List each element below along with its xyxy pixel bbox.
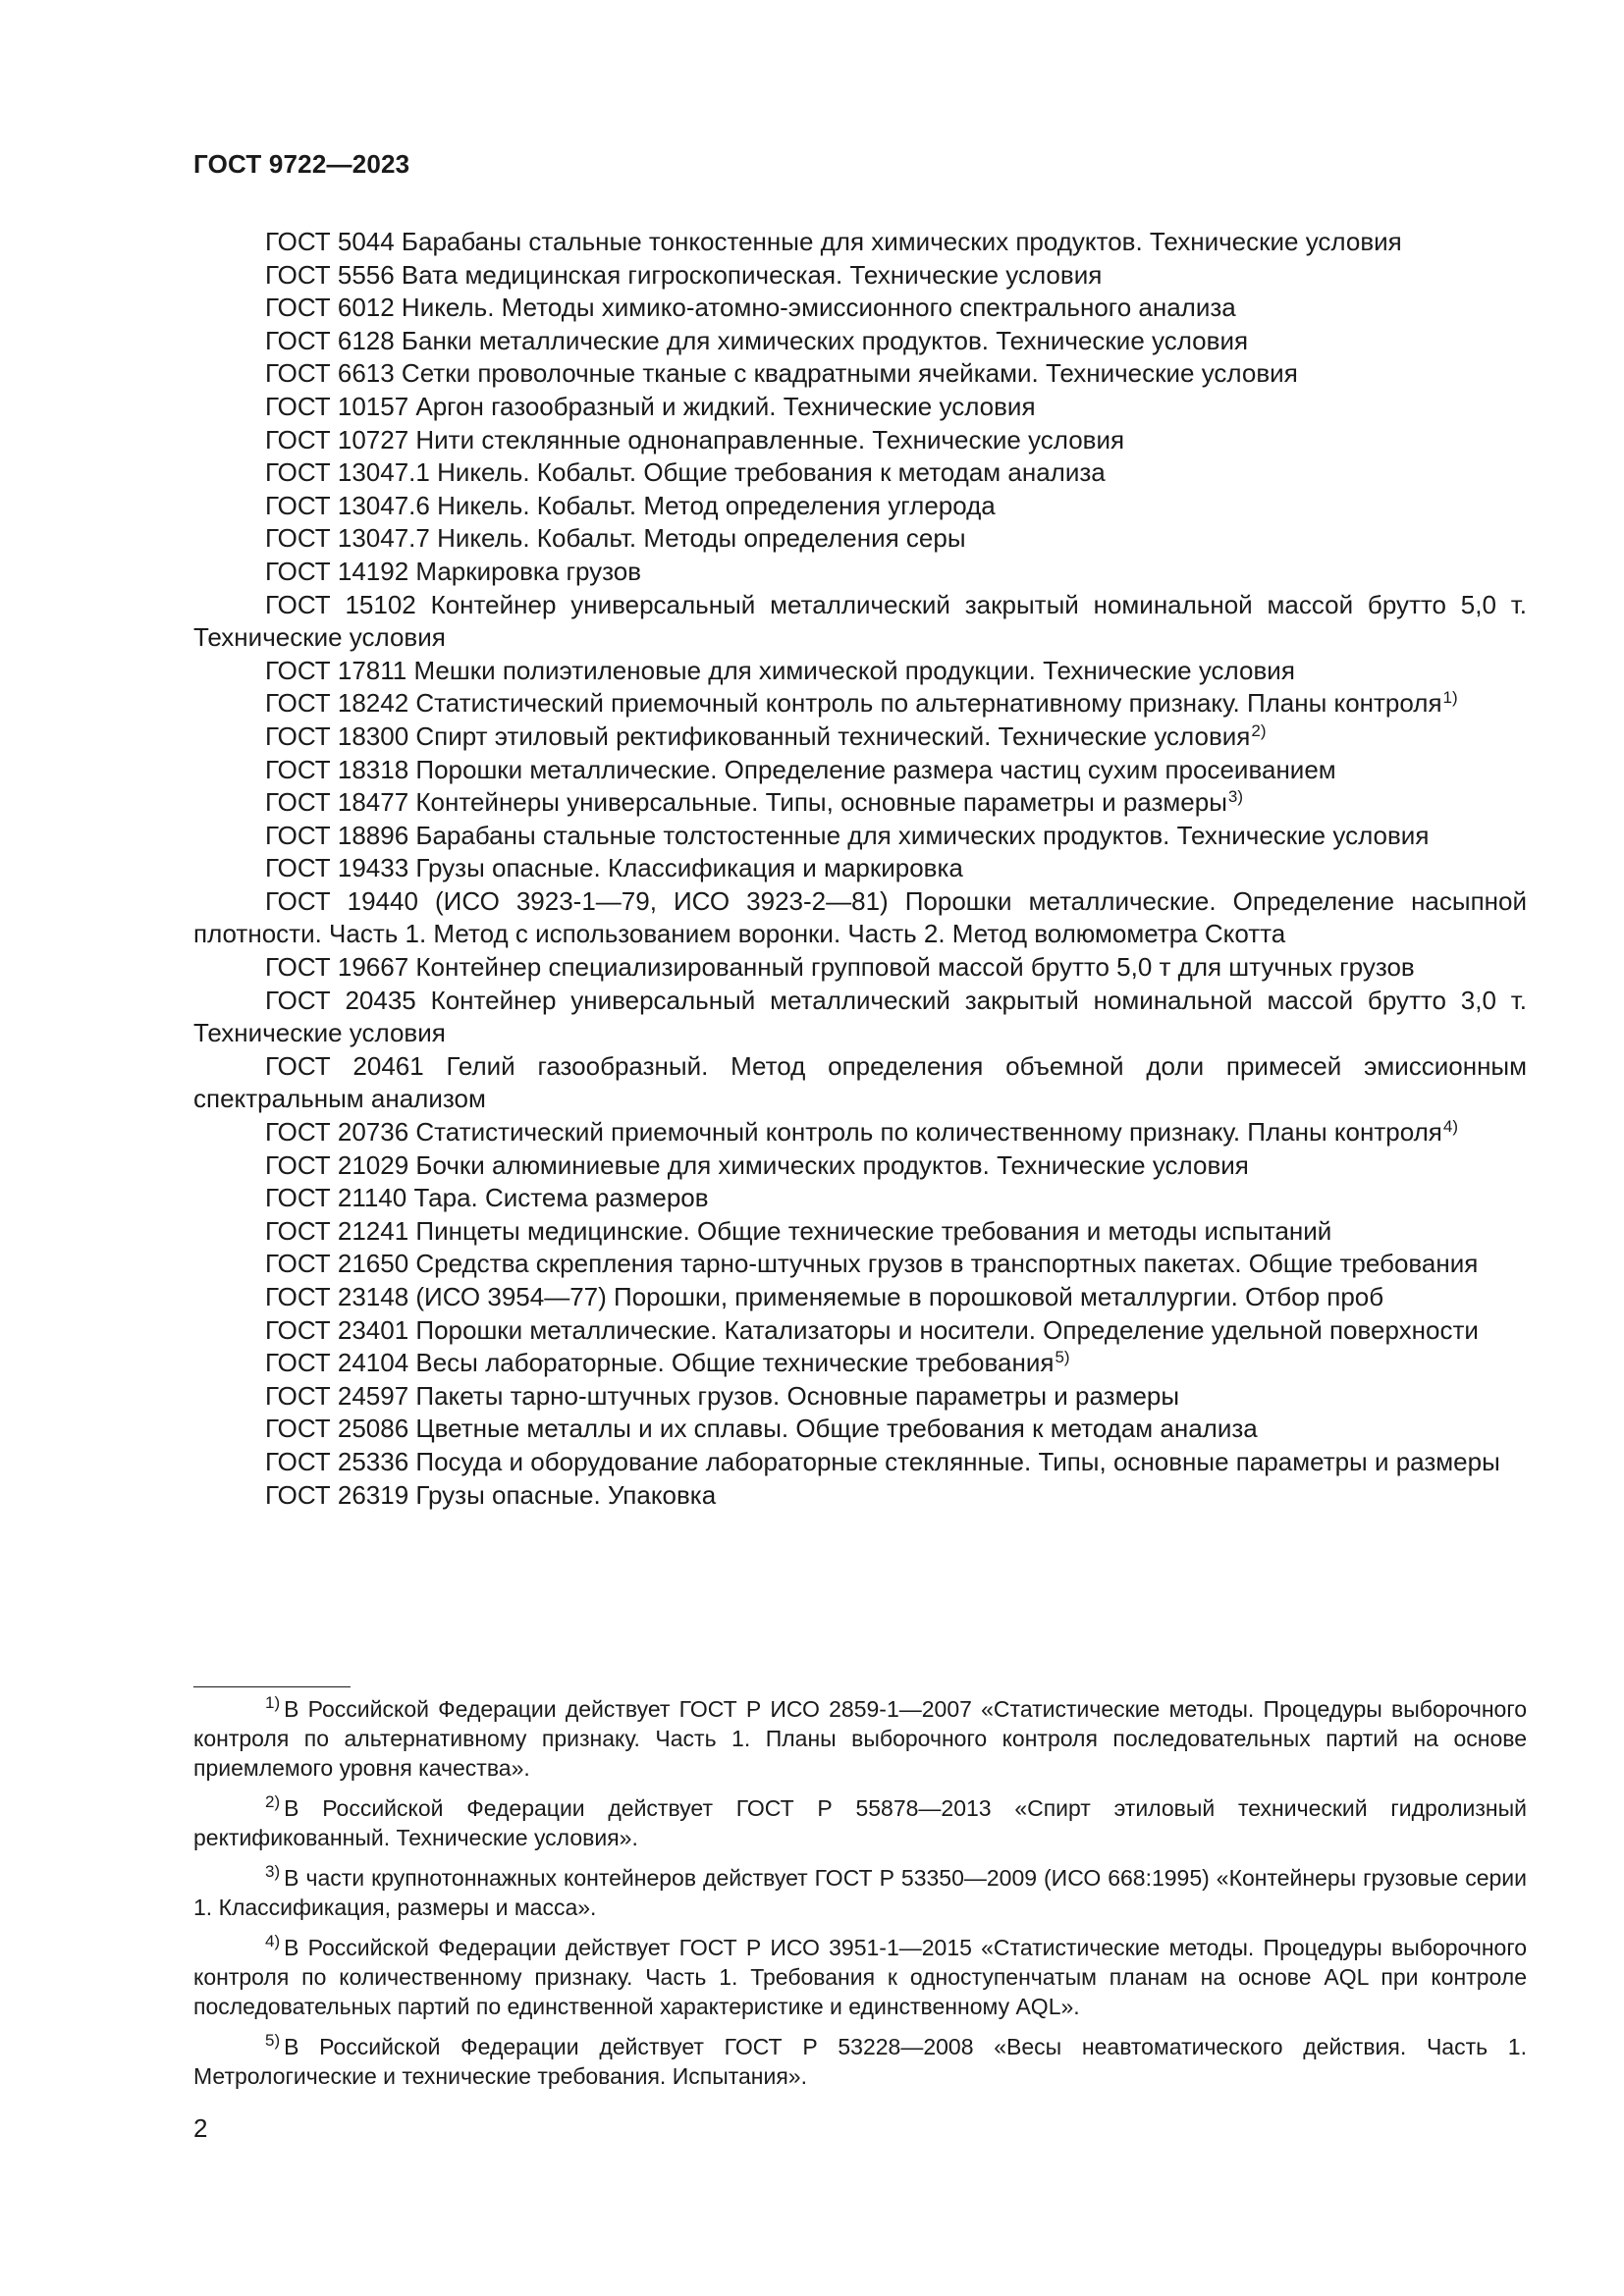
reference-text: ГОСТ 18896 Барабаны стальные толстостенные для химических продуктов. Технические условия — [265, 820, 1430, 850]
reference-text: ГОСТ 23401 Порошки металлические. Катализаторы и носители. Определение удельной поверхности — [265, 1314, 1479, 1345]
reference-entry — [193, 721, 1527, 754]
footnote-text: В Российской Федерации действует ГОСТ Р ИСО 3951-1—2015 «Статистические методы. Процедуры выборочного контроля по количественному признаку. Часть 1. Требования к одноступенчатым планам на основе AQL при контроле последовательных партий по единственной характеристике и единственному AQL». — [193, 1935, 1527, 2019]
reference-text: ГОСТ 26319 Грузы опасные. Упаковка — [265, 1479, 717, 1510]
reference-entry — [193, 1050, 1527, 1116]
reference-entry — [193, 325, 1527, 358]
page-number: 2 — [193, 2113, 208, 2143]
reference-text: ГОСТ 17811 Мешки полиэтиленовые для химической продукции. Технические условия — [265, 655, 1295, 685]
footnote-marker: 3) — [1227, 787, 1243, 807]
footnote-marker: 5) — [1055, 1348, 1070, 1367]
reference-entry — [193, 259, 1527, 293]
reference-text: ГОСТ 19667 Контейнер специализированный групповой массой брутто 5,0 т для штучных грузов — [265, 952, 1415, 983]
footnotes-list — [193, 1694, 1527, 2102]
reference-entry — [193, 820, 1527, 853]
reference-text: ГОСТ 18318 Порошки металлические. Определение размера частиц сухим просеиванием — [265, 754, 1336, 784]
footnote — [193, 1793, 1527, 1852]
reference-text: ГОСТ 5044 Барабаны стальные тонкостенные для химических продуктов. Технические условия — [265, 227, 1402, 256]
reference-entry — [193, 885, 1527, 951]
reference-text: ГОСТ 20736 Статистический приемочный контроль по количественному признаку. Планы контроля — [265, 1117, 1442, 1148]
footnote-mark: 2) — [265, 1792, 281, 1811]
footnote — [193, 1863, 1527, 1922]
reference-entry — [193, 1413, 1527, 1446]
reference-text: ГОСТ 13047.7 Никель. Кобальт. Методы определения серы — [265, 523, 966, 554]
reference-entry — [193, 456, 1527, 490]
reference-text: ГОСТ 10727 Нити стеклянные однонаправленные. Технические условия — [265, 424, 1125, 454]
footnote — [193, 2032, 1527, 2091]
document-header: ГОСТ 9722—2023 — [193, 149, 410, 179]
reference-text: ГОСТ 18242 Статистический приемочный контроль по альтернативному признаку. Планы контроля — [265, 688, 1442, 719]
reference-text: ГОСТ 15102 Контейнер универсальный металлический закрытый номинальной массой брутто 5,0 т. Технические условия — [193, 589, 1527, 653]
reference-entry — [193, 292, 1527, 325]
reference-text: ГОСТ 18477 Контейнеры универсальные. Типы, основные параметры и размеры — [265, 787, 1227, 818]
reference-entry — [193, 490, 1527, 523]
reference-text: ГОСТ 21650 Средства скрепления тарно-штучных грузов в транспортных пакетах. Общие требования — [265, 1249, 1479, 1279]
footnote-mark: 3) — [265, 1862, 281, 1881]
reference-text: ГОСТ 10157 Аргон газообразный и жидкий. Технические условия — [265, 391, 1036, 421]
reference-entry — [193, 951, 1527, 985]
footnote-marker: 4) — [1442, 1117, 1458, 1137]
reference-text: ГОСТ 13047.6 Никель. Кобальт. Метод определения углерода — [265, 490, 996, 520]
reference-text: ГОСТ 6128 Банки металлические для химических продуктов. Технические условия — [265, 325, 1249, 355]
footnote — [193, 1933, 1527, 2021]
reference-text: ГОСТ 23148 (ИСО 3954—77) Порошки, применяемые в порошковой металлургии. Отбор проб — [265, 1282, 1384, 1311]
reference-text: ГОСТ 19433 Грузы опасные. Классификация и маркировка — [265, 853, 963, 883]
reference-entry — [193, 1281, 1527, 1314]
reference-entry — [193, 357, 1527, 391]
reference-text: ГОСТ 25336 Посуда и оборудование лабораторные стеклянные. Типы, основные параметры и размеры — [265, 1446, 1500, 1476]
reference-text: ГОСТ 25086 Цветные металлы и их сплавы. Общие требования к методам анализа — [265, 1414, 1258, 1444]
reference-text: ГОСТ 6613 Сетки проволочные тканые с квадратными ячейками. Технические условия — [265, 358, 1298, 389]
reference-entry — [193, 589, 1527, 655]
reference-entry — [193, 1116, 1527, 1149]
reference-entry — [193, 985, 1527, 1050]
reference-text: ГОСТ 19440 (ИСО 3923-1—79, ИСО 3923-2—81) Порошки металлические. Определение насыпной плотности. Часть 1. Метод с использованием воронки. Часть 2. Метод волюмометра Скотта — [193, 885, 1527, 949]
reference-entry — [193, 687, 1527, 721]
reference-entry — [193, 1314, 1527, 1348]
footnote-mark: 5) — [265, 2031, 281, 2050]
footnote-mark: 4) — [265, 1932, 281, 1950]
reference-entry — [193, 1479, 1527, 1513]
footnote-marker: 1) — [1442, 688, 1458, 708]
footnote-text: В Российской Федерации действует ГОСТ Р 55878—2013 «Спирт этиловый технический гидролизный ректификованный. Технические условия». — [193, 1795, 1527, 1850]
reference-text: ГОСТ 6012 Никель. Методы химико-атомно-эмиссионного спектрального анализа — [265, 293, 1236, 323]
footnote-text: В Российской Федерации действует ГОСТ Р ИСО 2859-1—2007 «Статистические методы. Процедуры выборочного контроля по альтернативному признаку. Часть 1. Планы выборочного контроля последовательных партий на основе приемлемого уровня качества». — [193, 1696, 1527, 1781]
reference-entry — [193, 1347, 1527, 1380]
reference-text: ГОСТ 14192 Маркировка грузов — [265, 556, 642, 586]
reference-text: ГОСТ 5556 Вата медицинская гигроскопическая. Технические условия — [265, 259, 1103, 290]
reference-entry — [193, 1446, 1527, 1479]
reference-text: ГОСТ 21029 Бочки алюминиевые для химических продуктов. Технические условия — [265, 1149, 1249, 1180]
footnote-mark: 1) — [265, 1693, 281, 1712]
reference-entry — [193, 655, 1527, 688]
reference-entry — [193, 1215, 1527, 1249]
reference-entry — [193, 754, 1527, 787]
footnote — [193, 1694, 1527, 1783]
footnote-text: В Российской Федерации действует ГОСТ Р 53228—2008 «Весы неавтоматического действия. Часть 1. Метрологические и технические требования. Испытания». — [193, 2034, 1527, 2089]
reference-entry — [193, 786, 1527, 820]
reference-text: ГОСТ 21140 Тара. Система размеров — [265, 1183, 709, 1213]
footnote-text: В части крупнотоннажных контейнеров действует ГОСТ Р 53350—2009 (ИСО 668:1995) «Контейнеры грузовые серии 1. Классификация, размеры и масса». — [193, 1865, 1527, 1920]
reference-text: ГОСТ 21241 Пинцеты медицинские. Общие технические требования и методы испытаний — [265, 1215, 1332, 1246]
reference-entry — [193, 1380, 1527, 1414]
footnote-marker: 2) — [1251, 721, 1267, 740]
reference-entry — [193, 1182, 1527, 1215]
footnote-separator — [193, 1686, 351, 1687]
reference-text: ГОСТ 13047.1 Никель. Кобальт. Общие требования к методам анализа — [265, 457, 1106, 488]
reference-entry — [193, 852, 1527, 885]
reference-text: ГОСТ 24104 Весы лабораторные. Общие технические требования — [265, 1348, 1055, 1378]
reference-entry — [193, 424, 1527, 457]
reference-entry — [193, 226, 1527, 259]
reference-entry — [193, 1248, 1527, 1281]
normative-references-list — [193, 226, 1527, 1512]
reference-text: ГОСТ 18300 Спирт этиловый ректификованный технический. Технические условия — [265, 721, 1251, 751]
reference-entry — [193, 1149, 1527, 1183]
reference-text: ГОСТ 20461 Гелий газообразный. Метод определения объемной доли примесей эмиссионным спектральным анализом — [193, 1050, 1527, 1114]
reference-entry — [193, 556, 1527, 589]
reference-text: ГОСТ 20435 Контейнер универсальный металлический закрытый номинальной массой брутто 3,0 т. Технические условия — [193, 985, 1527, 1048]
reference-text: ГОСТ 24597 Пакеты тарно-штучных грузов. Основные параметры и размеры — [265, 1380, 1180, 1411]
reference-entry — [193, 522, 1527, 556]
reference-entry — [193, 391, 1527, 424]
